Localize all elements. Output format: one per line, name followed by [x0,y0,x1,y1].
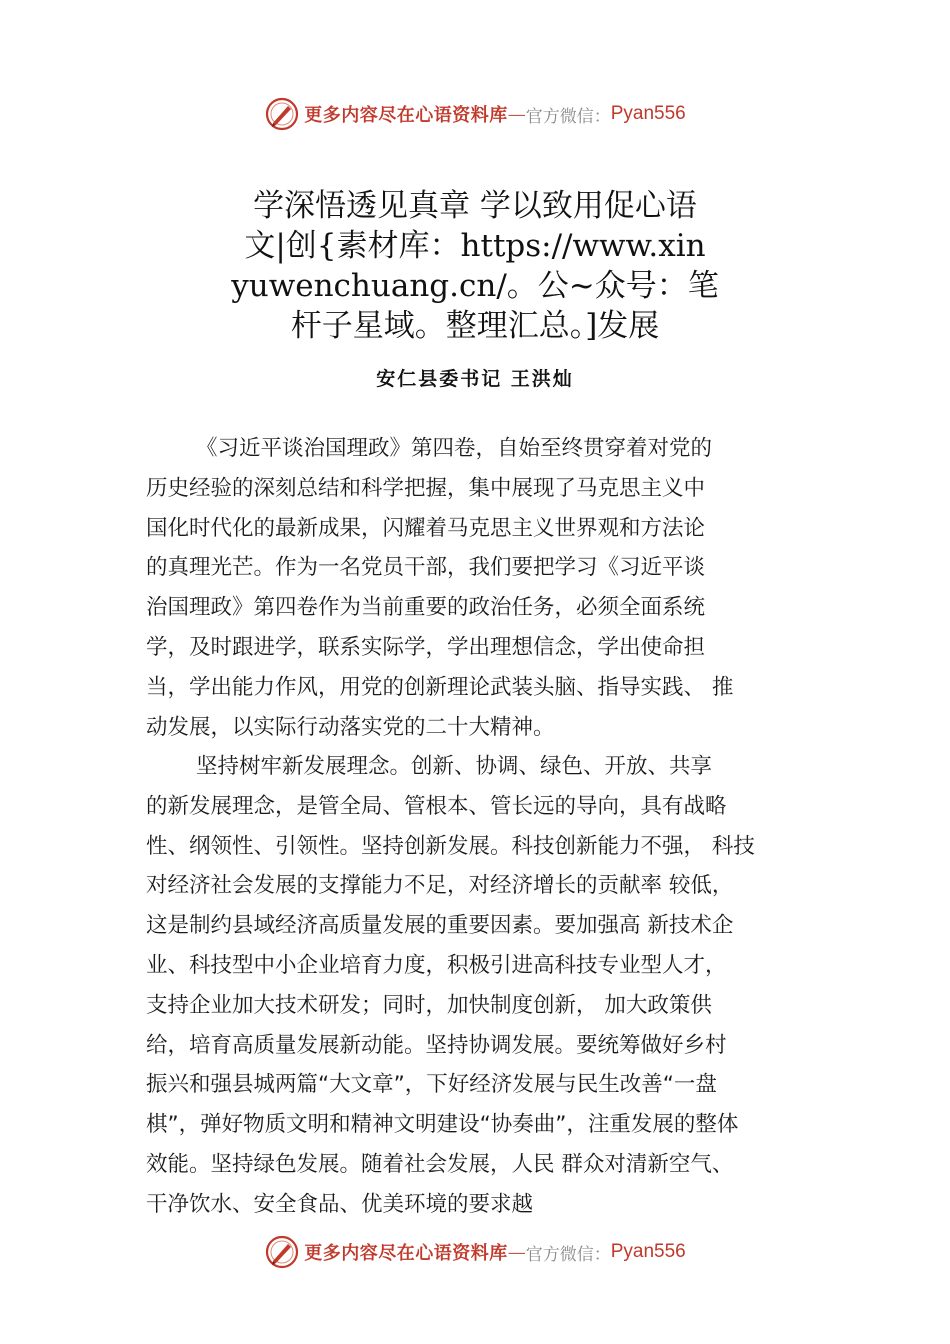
text-line: 支持企业加大技术研发；同时，加快制度创新， 加大政策供 [146,992,712,1018]
footer-banner [0,1232,950,1272]
author-byline: 安仁县委书记 王洪灿 [376,368,574,390]
text-line: 当，学出能力作风，用党的创新理论武装头脑、指导实践、 推 [146,674,734,700]
banner-wechat-id: Pyan556 [610,103,686,124]
banner-wechat-label: 官方微信： [525,1244,611,1265]
text-line: 对经济社会发展的支撑能力不足，对经济增长的贡献率 较低， [146,873,734,899]
paragraph-1 [146,429,836,747]
text-line: 动发展，以实际行动落实党的二十大精神。 [146,714,555,740]
text-line: 业、科技型中小企业培育力度，积极引进高科技专业型人才， [146,952,727,978]
title-line: 学深悟透见真章 学以致用促心语 [253,188,697,224]
text-line: 的真理光芒。作为一名党员干部，我们要把学习《习近平谈 [146,555,706,581]
text-line: 的新发展理念，是管全局、管根本、管长远的导向，具有战略 [146,793,727,819]
banner-text: 更多内容尽在心语资料库 [304,1243,508,1264]
text-line: 这是制约县域经济高质量发展的重要因素。要加强高 新技术企 [146,913,734,939]
text-line: 效能。坚持绿色发展。随着社会发展，人民 群众对清新空气、 [146,1151,734,1177]
text-line: 坚持树牢新发展理念。创新、协调、绿色、开放、共享 [196,754,713,779]
text-line: 历史经验的深刻总结和科学把握，集中展现了马克思主义中 [146,475,706,501]
banner-separator: — [507,1241,526,1263]
banner-wechat-label: 官方微信： [525,106,611,127]
title-line: yuwenchuang.cn/。公~众号：笔 [231,268,719,304]
paragraph-2 [146,747,836,1225]
text-line: 《习近平谈治国理政》第四卷，自始至终贯穿着对党的 [196,436,713,461]
banner-text: 更多内容尽在心语资料库 [304,105,508,126]
text-line: 干净饮水、安全食品、优美环境的要求越 [146,1191,534,1217]
text-line: 治国理政》第四卷作为当前重要的政治任务，必须全面系统 [146,595,706,621]
title-line: 杆子星域。整理汇总。]发展 [290,308,660,344]
text-line: 振兴和强县城两篇“大文章”，下好经济发展与民生改善“一盘 [146,1072,717,1098]
text-line: 性、纲领性、引领性。坚持创新发展。科技创新能力不强， 科技 [146,833,755,859]
document-title [200,186,750,346]
title-line: 文|创{素材库：https://www.xin [244,228,706,264]
text-line: 学，及时跟进学，联系实际学，学出理想信念，学出使命担 [146,634,706,660]
text-line: 给，培育高质量发展新动能。坚持协调发展。要统筹做好乡村 [146,1032,727,1058]
banner-wechat-id: Pyan556 [610,1241,686,1262]
text-line: 棋”，弹好物质文明和精神文明建设“协奏曲”，注重发展的整体 [146,1112,739,1138]
text-line: 国化时代化的最新成果，闪耀着马克思主义世界观和方法论 [146,515,706,541]
pen-logo-icon [264,96,300,132]
pen-logo-icon [264,1234,300,1270]
header-banner [0,94,950,134]
banner-separator: — [507,103,526,125]
